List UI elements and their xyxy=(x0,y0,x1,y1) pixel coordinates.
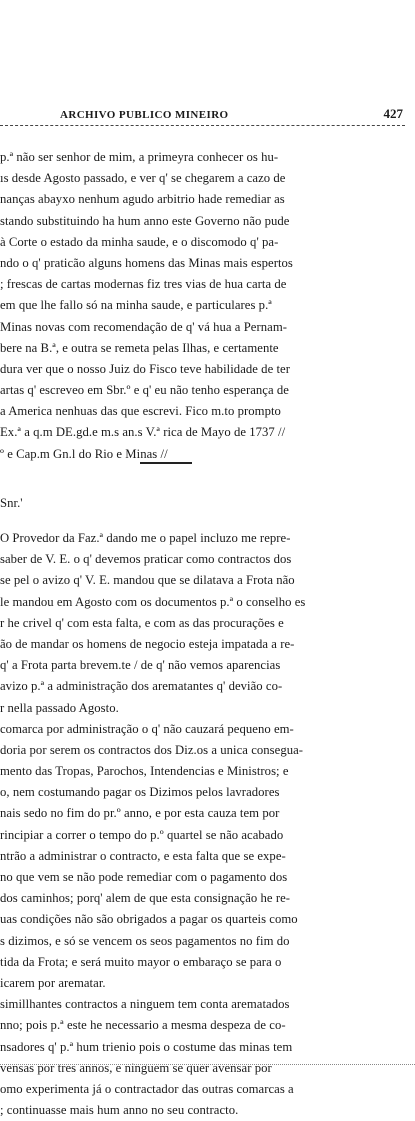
text-line: em que lhe fallo só na minha saude, e particulares p.ª xyxy=(0,298,272,313)
text-line: O Provedor da Faz.ª dando me o papel incluzo me repre- xyxy=(0,531,291,545)
text-line: nanças abayxo nenhum agudo arbitrio hade remediar as xyxy=(0,192,285,207)
text-line: q' a Frota parta brevem.te / de q' não vemos aparencias xyxy=(0,658,281,673)
text-line: à Corte o estado da minha saude, e o discomodo q' pa- xyxy=(0,234,279,249)
text-line: ; frescas de cartas modernas fiz tres vias de hua carta de xyxy=(0,277,287,292)
text-line: avizo p.ª a administração dos arematantes q' devião co- xyxy=(0,679,283,694)
body-text xyxy=(0,147,415,1121)
letter-2 xyxy=(0,528,415,1121)
text-line: se pel o avizo q' V. E. mandou que se dilatava a Frota não xyxy=(0,573,295,588)
text-line: dura ver que o nosso Juiz do Fisco teve habilidade de ter xyxy=(0,361,291,376)
text-line: r he crivel q' com esta falta, e com as das procurações e xyxy=(0,615,284,630)
salutation: Snr.' xyxy=(0,495,23,510)
text-line: rincipiar a correr o tempo do p.º quartel se não acabado xyxy=(0,827,284,842)
page-number: 427 xyxy=(383,106,403,121)
text-line: bere na B.ª, e outra se remeta pelas Ilhas, e certamente xyxy=(0,340,279,355)
text-line: r nella passado Agosto. xyxy=(0,700,119,715)
text-line: ão de mandar os homens de negocio esteja impatada a re- xyxy=(0,636,295,651)
text-line: dos caminhos; porq' alem de que esta consignação he re- xyxy=(0,891,291,906)
text-line: saber de V. E. o q' devemos praticar como contractos dos xyxy=(0,552,292,567)
text-line: stando substituindo ha hum anno este Governo não pude xyxy=(0,213,290,228)
text-line: uas condições não são obrigados a pagar os quarteis como xyxy=(0,912,298,927)
running-head: ARCHIVO PUBLICO MINEIRO xyxy=(60,109,229,121)
text-line: nno; pois p.ª este he necessario a mesma despeza de co- xyxy=(0,1018,286,1033)
text-line: º e Cap.m Gn.l do Rio e Minas // xyxy=(0,446,168,461)
text-line: p.ª não ser senhor de mim, a primeyra conhecer os hu- xyxy=(0,150,279,164)
text-line: nsadores q' p.ª hum trienio pois o costume das minas tem xyxy=(0,1039,293,1054)
text-line: a America nenhuas das que escrevi. Fico m.to prompto xyxy=(0,404,281,419)
text-line: vensas por tres annos, e ninguem se quer avensar por xyxy=(0,1060,272,1075)
text-line: nais sedo no fim do pr.º anno, e por esta cauza tem por xyxy=(0,806,280,821)
text-line: icarem por arematar. xyxy=(0,975,106,990)
bottom-rule xyxy=(0,1064,415,1065)
text-line: Minas novas com recomendação de q' vá hua a Pernam- xyxy=(0,319,288,334)
text-line: doria por serem os contractos dos Diz.os a unica consegua- xyxy=(0,742,304,757)
text-line: tida da Frota; e será muito mayor o embaraço se para o xyxy=(0,954,282,969)
section-separator xyxy=(140,462,192,464)
section-gap xyxy=(0,514,415,528)
text-line: ntrão a administrar o contracto, e esta falta que se expe- xyxy=(0,848,286,863)
text-line: ndo o q' praticão alguns homens das Minas mais espertos xyxy=(0,255,293,270)
text-line: simillhantes contractos a ninguem tem conta arematados xyxy=(0,997,290,1012)
section-gap xyxy=(0,479,415,493)
text-line: o, nem costumando pagar os Dizimos pelos lavradores xyxy=(0,785,280,800)
header-rule xyxy=(0,125,405,126)
text-line: artas q' escreveo em Sbr.º e q' eu não tenho esperança de xyxy=(0,383,289,398)
text-line: ıs desde Agosto passado, e ver q' se chegarem a cazo de xyxy=(0,171,286,186)
text-line: ; continuasse mais hum anno no seu contracto. xyxy=(0,1103,239,1118)
text-line: Ex.ª a q.m DE.gd.e m.s an.s V.ª rica de Mayo de 1737 // xyxy=(0,425,286,440)
text-line: no que vem se não pode remediar com o pagamento dos xyxy=(0,870,288,884)
letter-1 xyxy=(0,147,415,465)
text-line: le mandou em Agosto com os documentos p.ª o conselho es xyxy=(0,594,306,609)
text-line: mento das Tropas, Parochos, Intendencias e Ministros; e xyxy=(0,764,289,779)
section-gap xyxy=(0,465,415,479)
text-line: s dizimos, e só se vencem os seos pagamentos no fim do xyxy=(0,933,290,948)
text-line: omo experimenta já o contractador das outras comarcas a xyxy=(0,1081,294,1096)
page-header xyxy=(0,106,405,126)
text-line: comarca por administração o q' não cauzará pequeno em- xyxy=(0,721,294,736)
